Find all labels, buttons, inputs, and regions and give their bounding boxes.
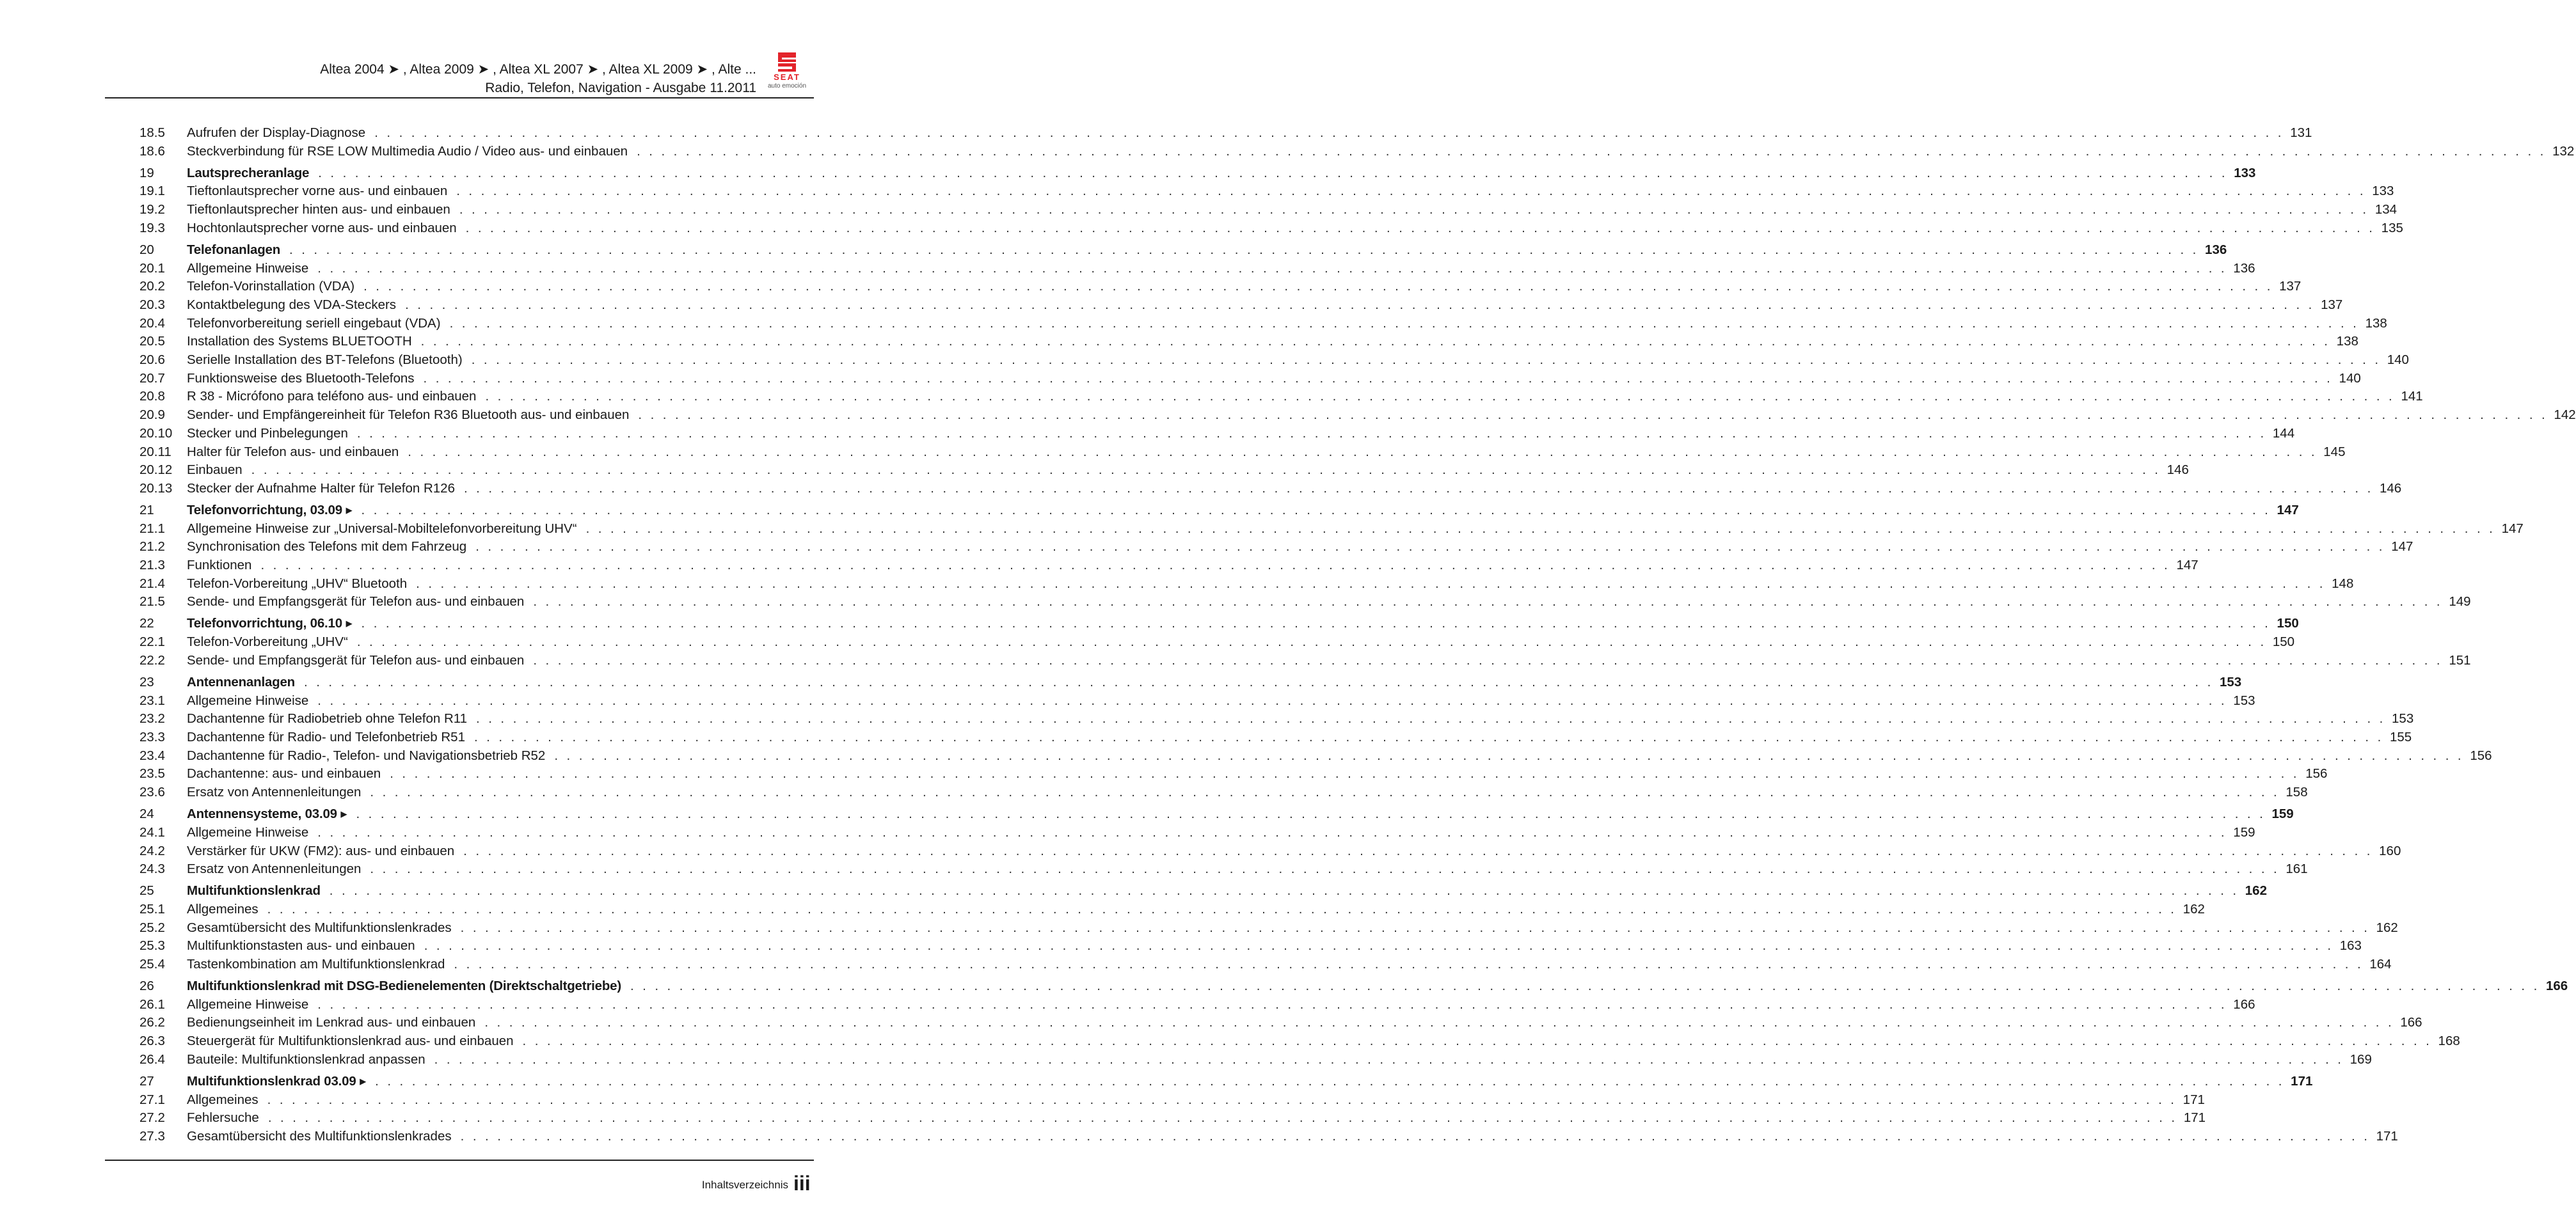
toc-entry-title[interactable]: Steckverbindung für RSE LOW Multimedia Audio / Video aus- und einbauen — [187, 143, 628, 159]
toc-entry-title[interactable]: Sende- und Empfangsgerät für Telefon aus- und einbauen — [187, 594, 525, 610]
toc-section-row[interactable] — [139, 370, 2361, 388]
toc-entry-page[interactable]: 138 — [2365, 315, 2387, 331]
toc-entry-page[interactable]: 135 — [2381, 220, 2403, 235]
toc-entry-number: 21.4 — [139, 576, 165, 591]
toc-entry-page[interactable]: 153 — [2220, 674, 2242, 689]
toc-entry-title[interactable]: Telefonvorrichtung, 06.10 ▸ — [187, 616, 353, 631]
toc-entry-number: 18.6 — [139, 143, 165, 159]
toc-entry-number: 25.4 — [139, 957, 165, 972]
toc-section-row[interactable] — [139, 783, 2308, 802]
toc-entry-page[interactable]: 162 — [2245, 883, 2267, 899]
toc-entry-title[interactable]: Allgemeines — [187, 901, 258, 917]
toc-dot-leader: . . . . . . . . . . . . . . . . . . . . . . . . . . . . . . . . . . . . . . . . . . . . . . . . . . . . . . . . . . . . . . . . . . . . . . . . . . . . . . . . . . . . . . . . . . . . . . . . . . . . . . . . . . . . . . . . . . . . . . . . . . . . . . . . . . . . . . . . . . . . . . . . . . . . . . . . . . . . — [475, 539, 2385, 555]
toc-dot-leader: . . . . . . . . . . . . . . . . . . . . . . . . . . . . . . . . . . . . . . . . . . . . . . . . . . . . . . . . . . . . . . . . . . . . . . . . . . . . . . . . . . . . . . . . . . . . . . . . . . . . . . . . . . . . . . . . . . . . . . . . . . . . . . . . . . . . . . . . . . . . . . . . . . . . . . . . . . . . — [460, 1128, 2370, 1144]
logo-brand: SEAT — [774, 72, 800, 82]
toc-entry-title[interactable]: Tieftonlautsprecher vorne aus- und einbauen — [187, 184, 448, 199]
toc-dot-leader: . . . . . . . . . . . . . . . . . . . . . . . . . . . . . . . . . . . . . . . . . . . . . . . . . . . . . . . . . . . . . . . . . . . . . . . . . . . . . . . . . . . . . . . . . . . . . . . . . . . . . . . . . . . . . . . . . . . . . . . . . . . . . . . . . . . . . . . . . . . . . . . . . . . . . . . . . . . . — [318, 165, 2228, 180]
toc-entry-number: 24.2 — [139, 843, 165, 858]
toc-entry-number: 19.3 — [139, 220, 165, 235]
toc-dot-leader: . . . . . . . . . . . . . . . . . . . . . . . . . . . . . . . . . . . . . . . . . . . . . . . . . . . . . . . . . . . . . . . . . . . . . . . . . . . . . . . . . . . . . . . . . . . . . . . . . . . . . . . . . . . . . . . . . . . . . . . . . . . . . . . . . . . . . . . . . . . . . . . . . . . . . . . . . . . . — [465, 220, 2375, 235]
toc-dot-leader: . . . . . . . . . . . . . . . . . . . . . . . . . . . . . . . . . . . . . . . . . . . . . . . . . . . . . . . . . . . . . . . . . . . . . . . . . . . . . . . . . . . . . . . . . . . . . . . . . . . . . . . . . . . . . . . . . . . . . . . . . . . . . . . . . . . . . . . . . . . . . . . . . . . . . . . . . . . . — [251, 462, 2161, 478]
toc-chapter-row[interactable] — [139, 805, 2294, 824]
toc-entry-title[interactable]: Kontaktbelegung des VDA-Steckers — [187, 297, 397, 312]
toc-entry-page[interactable]: 162 — [2376, 920, 2398, 935]
toc-entry-title[interactable]: Allgemeine Hinweise — [187, 693, 309, 708]
toc-entry-page[interactable]: 166 — [2233, 996, 2255, 1012]
toc-section-row[interactable] — [139, 406, 2576, 425]
toc-dot-leader: . . . . . . . . . . . . . . . . . . . . . . . . . . . . . . . . . . . . . . . . . . . . . . . . . . . . . . . . . . . . . . . . . . . . . . . . . . . . . . . . . . . . . . . . . . . . . . . . . . . . . . . . . . . . . . . . . . . . . . . . . . . . . . . . . . . . . . . . . . . . . . . . . . . . . . . . . . . . — [390, 766, 2300, 782]
toc-entry-number: 20.13 — [139, 480, 173, 496]
toc-chapter-row[interactable] — [139, 615, 2299, 633]
seat-logo — [761, 51, 813, 90]
toc-section-row[interactable] — [139, 351, 2409, 370]
toc-section-row[interactable] — [139, 143, 2575, 161]
toc-chapter-row[interactable] — [139, 164, 2256, 183]
toc-dot-leader: . . . . . . . . . . . . . . . . . . . . . . . . . . . . . . . . . . . . . . . . . . . . . . . . . . . . . . . . . . . . . . . . . . . . . . . . . . . . . . . . . . . . . . . . . . . . . . . . . . . . . . . . . . . . . . . . . . . . . . . . . . . . . . . . . . . . . . . . . . . . . . . . . . . . . . . . . . . . — [304, 674, 2214, 689]
toc-dot-leader: . . . . . . . . . . . . . . . . . . . . . . . . . . . . . . . . . . . . . . . . . . . . . . . . . . . . . . . . . . . . . . . . . . . . . . . . . . . . . . . . . . . . . . . . . . . . . . . . . . . . . . . . . . . . . . . . . . . . . . . . . . . . . . . . . . . . . . . . . . . . . . . . . . . . . . . . . . . . — [356, 807, 2266, 822]
toc-entry-page[interactable]: 168 — [2438, 1034, 2460, 1049]
toc-entry-number: 26.3 — [139, 1034, 165, 1049]
toc-entry-title[interactable]: Verstärker für UKW (FM2): aus- und einbauen — [187, 843, 455, 858]
toc-section-row[interactable] — [139, 388, 2423, 406]
toc-entry-number: 25.2 — [139, 920, 165, 935]
toc-section-row[interactable] — [139, 201, 2397, 219]
toc-entry-number: 25.1 — [139, 901, 165, 917]
toc-entry-number: 20.5 — [139, 334, 165, 349]
seat-logo-icon — [775, 51, 799, 73]
toc-entry-page[interactable]: 142 — [2554, 407, 2576, 423]
toc-entry-page[interactable]: 134 — [2374, 202, 2397, 217]
toc-entry-title[interactable]: Telefon-Vorbereitung „UHV“ Bluetooth — [187, 576, 408, 591]
toc-dot-leader: . . . . . . . . . . . . . . . . . . . . . . . . . . . . . . . . . . . . . . . . . . . . . . . . . . . . . . . . . . . . . . . . . . . . . . . . . . . . . . . . . . . . . . . . . . . . . . . . . . . . . . . . . . . . . . . . . . . . . . . . . . . . . . . . . . . . . . . . . . . . . . . . . . . . . . . . . . . . — [317, 693, 2227, 708]
toc-dot-leader: . . . . . . . . . . . . . . . . . . . . . . . . . . . . . . . . . . . . . . . . . . . . . . . . . . . . . . . . . . . . . . . . . . . . . . . . . . . . . . . . . . . . . . . . . . . . . . . . . . . . . . . . . . . . . . . . . . . . . . . . . . . . . . . . . . . . . . . . . . . . . . . . . . . . . . . . . . . . — [374, 125, 2284, 140]
toc-entry-title[interactable]: Gesamtübersicht des Multifunktionslenkrades — [187, 920, 452, 935]
toc-section-row[interactable] — [139, 937, 2362, 956]
toc-entry-page[interactable]: 161 — [2286, 862, 2308, 877]
toc-dot-leader: . . . . . . . . . . . . . . . . . . . . . . . . . . . . . . . . . . . . . . . . . . . . . . . . . . . . . . . . . . . . . . . . . . . . . . . . . . . . . . . . . . . . . . . . . . . . . . . . . . . . . . . . . . . . . . . . . . . . . . . . . . . . . . . . . . . . . . . . . . . . . . . . . . . . . . . . . . . . — [533, 594, 2443, 610]
toc-entry-title[interactable]: Sender- und Empfängereinheit für Telefon R36 Bluetooth aus- und einbauen — [187, 407, 630, 423]
toc-entry-title[interactable]: Dachantenne: aus- und einbauen — [187, 766, 381, 782]
toc-section-row[interactable] — [139, 593, 2471, 611]
toc-dot-leader: . . . . . . . . . . . . . . . . . . . . . . . . . . . . . . . . . . . . . . . . . . . . . . . . . . . . . . . . . . . . . . . . . . . . . . . . . . . . . . . . . . . . . . . . . . . . . . . . . . . . . . . . . . . . . . . . . . . . . . . . . . . . . . . . . . . . . . . . . . . . . . . . . . . . . . . . . . . . — [317, 996, 2227, 1012]
toc-chapter-row[interactable] — [139, 501, 2299, 520]
toc-section-row[interactable] — [139, 333, 2358, 351]
toc-entry-title[interactable]: Antennensysteme, 03.09 ▸ — [187, 807, 347, 822]
toc-entry-page[interactable]: 153 — [2233, 693, 2255, 708]
toc-entry-page[interactable]: 160 — [2379, 843, 2401, 858]
toc-entry-page[interactable]: 147 — [2176, 558, 2198, 573]
toc-entry-number: 24.1 — [139, 824, 165, 840]
toc-entry-page[interactable]: 145 — [2323, 444, 2346, 459]
toc-entry-number: 25 — [139, 883, 154, 899]
toc-section-row[interactable] — [139, 480, 2402, 498]
toc-section-row[interactable] — [139, 520, 2524, 539]
toc-dot-leader: . . . . . . . . . . . . . . . . . . . . . . . . . . . . . . . . . . . . . . . . . . . . . . . . . . . . . . . . . . . . . . . . . . . . . . . . . . . . . . . . . . . . . . . . . . . . . . . . . . . . . . . . . . . . . . . . . . . . . . . . . . . . . . . . . . . . . . . . . . . . . . . . . . . . . . . . . . . . — [449, 315, 2359, 331]
toc-section-row[interactable] — [139, 901, 2205, 919]
toc-section-row[interactable] — [139, 575, 2354, 594]
toc-dot-leader: . . . . . . . . . . . . . . . . . . . . . . . . . . . . . . . . . . . . . . . . . . . . . . . . . . . . . . . . . . . . . . . . . . . . . . . . . . . . . . . . . . . . . . . . . . . . . . . . . . . . . . . . . . . . . . . . . . . . . . . . . . . . . . . . . . . . . . . . . . . . . . . . . . . . . . . . . . . . — [405, 297, 2315, 312]
toc-entry-page[interactable]: 147 — [2501, 521, 2524, 536]
toc-section-row[interactable] — [139, 996, 2255, 1014]
toc-entry-number: 20.3 — [139, 297, 165, 312]
footer-divider — [105, 1160, 814, 1161]
toc-entry-page[interactable]: 136 — [2233, 260, 2255, 276]
toc-entry-number: 22 — [139, 616, 154, 631]
toc-entry-title[interactable]: Dachantenne für Radio-, Telefon- und Navigationsbetrieb R52 — [187, 748, 546, 763]
toc-section-row[interactable] — [139, 1128, 2398, 1146]
toc-entry-page[interactable]: 137 — [2279, 279, 2302, 294]
toc-entry-number: 20 — [139, 242, 154, 257]
toc-dot-leader: . . . . . . . . . . . . . . . . . . . . . . . . . . . . . . . . . . . . . . . . . . . . . . . . . . . . . . . . . . . . . . . . . . . . . . . . . . . . . . . . . . . . . . . . . . . . . . . . . . . . . . . . . . . . . . . . . . . . . . . . . . . . . . . . . . . . . . . . . . . . . . . . . . . . . . . . . . . . — [522, 1034, 2432, 1049]
toc-entry-title[interactable]: Telefon-Vorbereitung „UHV“ — [187, 634, 348, 650]
toc-entry-title[interactable]: Einbauen — [187, 462, 242, 478]
toc-entry-title[interactable]: Funktionen — [187, 558, 252, 573]
toc-section-row[interactable] — [139, 443, 2346, 462]
toc-entry-page[interactable]: 156 — [2470, 748, 2492, 763]
toc-section-row[interactable] — [139, 1109, 2206, 1128]
toc-entry-title[interactable]: Sende- und Empfangsgerät für Telefon aus- und einbauen — [187, 652, 525, 668]
toc-entry-page[interactable]: 159 — [2233, 824, 2255, 840]
toc-entry-page[interactable]: 164 — [2369, 957, 2392, 972]
toc-dot-leader: . . . . . . . . . . . . . . . . . . . . . . . . . . . . . . . . . . . . . . . . . . . . . . . . . . . . . . . . . . . . . . . . . . . . . . . . . . . . . . . . . . . . . . . . . . . . . . . . . . . . . . . . . . . . . . . . . . . . . . . . . . . . . . . . . . . . . . . . . . . . . . . . . . . . . . . . . . . . — [416, 576, 2326, 591]
toc-dot-leader: . . . . . . . . . . . . . . . . . . . . . . . . . . . . . . . . . . . . . . . . . . . . . . . . . . . . . . . . . . . . . . . . . . . . . . . . . . . . . . . . . . . . . . . . . . . . . . . . . . . . . . . . . . . . . . . . . . . . . . . . . . . . . . . . . . . . . . . . . . . . . . . . . . . . . . . . . . . . — [370, 862, 2280, 877]
toc-entry-title[interactable]: Bauteile: Multifunktionslenkrad anpassen — [187, 1051, 425, 1067]
toc-entry-page[interactable]: 158 — [2286, 785, 2308, 800]
toc-entry-number: 27.2 — [139, 1110, 165, 1126]
toc-dot-leader: . . . . . . . . . . . . . . . . . . . . . . . . . . . . . . . . . . . . . . . . . . . . . . . . . . . . . . . . . . . . . . . . . . . . . . . . . . . . . . . . . . . . . . . . . . . . . . . . . . . . . . . . . . . . . . . . . . . . . . . . . . . . . . . . . . . . . . . . . . . . . . . . . . . . . . . . . . . . — [434, 1051, 2344, 1067]
toc-dot-leader: . . . . . . . . . . . . . . . . . . . . . . . . . . . . . . . . . . . . . . . . . . . . . . . . . . . . . . . . . . . . . . . . . . . . . . . . . . . . . . . . . . . . . . . . . . . . . . . . . . . . . . . . . . . . . . . . . . . . . . . . . . . . . . . . . . . . . . . . . . . . . . . . . . . . . . . . . . . . — [460, 920, 2370, 935]
toc-section-row[interactable] — [139, 824, 2255, 842]
toc-entry-number: 23.1 — [139, 693, 165, 708]
toc-chapter-row[interactable] — [139, 882, 2267, 901]
toc-entry-title[interactable]: Dachantenne für Radio- und Telefonbetrieb R51 — [187, 729, 465, 744]
toc-entry-page[interactable]: 144 — [2272, 425, 2295, 441]
toc-entry-title[interactable]: Aufrufen der Display-Diagnose — [187, 125, 366, 140]
toc-dot-leader: . . . . . . . . . . . . . . . . . . . . . . . . . . . . . . . . . . . . . . . . . . . . . . . . . . . . . . . . . . . . . . . . . . . . . . . . . . . . . . . . . . . . . . . . . . . . . . . . . . . . . . . . . . . . . . . . . . . . . . . . . . . . . . . . . . . . . . . . . . . . . . . . . . . . . . . . . . . . — [638, 407, 2548, 423]
toc-entry-title[interactable]: Dachantenne für Radiobetrieb ohne Telefon R11 — [187, 711, 468, 727]
toc-dot-leader: . . . . . . . . . . . . . . . . . . . . . . . . . . . . . . . . . . . . . . . . . . . . . . . . . . . . . . . . . . . . . . . . . . . . . . . . . . . . . . . . . . . . . . . . . . . . . . . . . . . . . . . . . . . . . . . . . . . . . . . . . . . . . . . . . . . . . . . . . . . . . . . . . . . . . . . . . . . . — [356, 634, 2267, 650]
toc-entry-title[interactable]: Allgemeine Hinweise — [187, 824, 309, 840]
toc-entry-page[interactable]: 156 — [2305, 766, 2328, 782]
toc-section-row[interactable] — [139, 260, 2255, 278]
toc-entry-number: 20.2 — [139, 279, 165, 294]
toc-dot-leader: . . . . . . . . . . . . . . . . . . . . . . . . . . . . . . . . . . . . . . . . . . . . . . . . . . . . . . . . . . . . . . . . . . . . . . . . . . . . . . . . . . . . . . . . . . . . . . . . . . . . . . . . . . . . . . . . . . . . . . . . . . . . . . . . . . . . . . . . . . . . . . . . . . . . . . . . . . . . — [423, 370, 2333, 386]
toc-entry-page[interactable]: 140 — [2387, 352, 2409, 368]
toc-section-row[interactable] — [139, 556, 2198, 575]
toc-section-row[interactable] — [139, 728, 2412, 747]
toc-entry-page[interactable]: 131 — [2290, 125, 2312, 140]
toc-section-row[interactable] — [139, 296, 2343, 315]
toc-dot-leader: . . . . . . . . . . . . . . . . . . . . . . . . . . . . . . . . . . . . . . . . . . . . . . . . . . . . . . . . . . . . . . . . . . . . . . . . . . . . . . . . . . . . . . . . . . . . . . . . . . . . . . . . . . . . . . . . . . . . . . . . . . . . . . . . . . . . . . . . . . . . . . . . . . . . . . . . . . . . — [459, 202, 2369, 217]
toc-section-row[interactable] — [139, 692, 2255, 711]
toc-entry-page[interactable]: 148 — [2332, 576, 2354, 591]
toc-entry-page[interactable]: 171 — [2183, 1110, 2206, 1126]
toc-entry-number: 26.1 — [139, 996, 165, 1012]
toc-entry-page[interactable]: 133 — [2234, 165, 2256, 180]
logo-tagline: auto emoción — [767, 83, 807, 90]
toc-entry-title[interactable]: Installation des Systems BLUETOOTH — [187, 334, 412, 349]
toc-dot-leader: . . . . . . . . . . . . . . . . . . . . . . . . . . . . . . . . . . . . . . . . . . . . . . . . . . . . . . . . . . . . . . . . . . . . . . . . . . . . . . . . . . . . . . . . . . . . . . . . . . . . . . . . . . . . . . . . . . . . . . . . . . . . . . . . . . . . . . . . . . . . . . . . . . . . . . . . . . . . — [463, 480, 2374, 496]
toc-dot-leader: . . . . . . . . . . . . . . . . . . . . . . . . . . . . . . . . . . . . . . . . . . . . . . . . . . . . . . . . . . . . . . . . . . . . . . . . . . . . . . . . . . . . . . . . . . . . . . . . . . . . . . . . . . . . . . . . . . . . . . . . . . . . . . . . . . . . . . . . . . . . . . . . . . . . . . . . . . . . — [329, 883, 2239, 899]
toc-entry-title[interactable]: Synchronisation des Telefons mit dem Fahrzeug — [187, 539, 467, 555]
toc-entry-title[interactable]: Stecker der Aufnahme Halter für Telefon R126 — [187, 480, 455, 496]
toc-entry-number: 25.3 — [139, 938, 165, 954]
toc-entry-number: 21 — [139, 502, 154, 517]
toc-entry-number: 19.2 — [139, 202, 165, 217]
toc-dot-leader: . . . . . . . . . . . . . . . . . . . . . . . . . . . . . . . . . . . . . . . . . . . . . . . . . . . . . . . . . . . . . . . . . . . . . . . . . . . . . . . . . . . . . . . . . . . . . . . . . . . . . . . . . . . . . . . . . . . . . . . . . . . . . . . . . . . . . . . . . . . . . . . . . . . . . . . . . . . . — [267, 1110, 2178, 1126]
toc-entry-page[interactable]: 146 — [2379, 480, 2402, 496]
toc-dot-leader: . . . . . . . . . . . . . . . . . . . . . . . . . . . . . . . . . . . . . . . . . . . . . . . . . . . . . . . . . . . . . . . . . . . . . . . . . . . . . . . . . . . . . . . . . . . . . . . . . . . . . . . . . . . . . . . . . . . . . . . . . . . . . . . . . . . . . . . . . . . . . . . . . . . . . . . . . . . . — [456, 184, 2366, 199]
toc-entry-number: 20.12 — [139, 462, 173, 478]
toc-entry-title[interactable]: Allgemeines — [187, 1092, 258, 1107]
toc-entry-page[interactable]: 171 — [2291, 1073, 2313, 1089]
toc-entry-page[interactable]: 166 — [2400, 1015, 2422, 1030]
toc-entry-page[interactable]: 147 — [2391, 539, 2413, 555]
toc-entry-title[interactable]: Tieftonlautsprecher hinten aus- und einbauen — [187, 202, 450, 217]
toc-entry-title[interactable]: Halter für Telefon aus- und einbauen — [187, 444, 399, 459]
header-models: Altea 2004 ➤ , Altea 2009 ➤ , Altea XL 2007 ➤ , Altea XL 2009 ➤ , Alte ... — [320, 62, 756, 77]
toc-dot-leader: . . . . . . . . . . . . . . . . . . . . . . . . . . . . . . . . . . . . . . . . . . . . . . . . . . . . . . . . . . . . . . . . . . . . . . . . . . . . . . . . . . . . . . . . . . . . . . . . . . . . . . . . . . . . . . . . . . . . . . . . . . . . . . . . . . . . . . . . . . . . . . . . . . . . . . . . . . . . — [471, 352, 2381, 368]
toc-dot-leader: . . . . . . . . . . . . . . . . . . . . . . . . . . . . . . . . . . . . . . . . . . . . . . . . . . . . . . . . . . . . . . . . . . . . . . . . . . . . . . . . . . . . . . . . . . . . . . . . . . . . . . . . . . . . . . . . . . . . . . . . . . . . . . . . . . . . . . . . . . . . . . . . . . . . . . . . . . . . — [484, 1015, 2394, 1030]
toc-dot-leader: . . . . . . . . . . . . . . . . . . . . . . . . . . . . . . . . . . . . . . . . . . . . . . . . . . . . . . . . . . . . . . . . . . . . . . . . . . . . . . . . . . . . . . . . . . . . . . . . . . . . . . . . . . . . . . . . . . . . . . . . . . . . . . . . . . . . . . . . . . . . . . . . . . . . . . . . . . . . — [356, 425, 2267, 441]
toc-dot-leader: . . . . . . . . . . . . . . . . . . . . . . . . . . . . . . . . . . . . . . . . . . . . . . . . . . . . . . . . . . . . . . . . . . . . . . . . . . . . . . . . . . . . . . . . . . . . . . . . . . . . . . . . . . . . . . . . . . . . . . . . . . . . . . . . . . . . . . . . . . . . . . . . . . . . . . . . . . . . — [533, 652, 2443, 668]
toc-entry-title[interactable]: Telefonvorbereitung seriell eingebaut (VDA) — [187, 315, 441, 331]
toc-entry-number: 20.1 — [139, 260, 165, 276]
toc-chapter-row[interactable] — [139, 1073, 2313, 1091]
toc-entry-title[interactable]: Gesamtübersicht des Multifunktionslenkrades — [187, 1128, 452, 1144]
toc-chapter-row[interactable] — [139, 977, 2568, 996]
toc-dot-leader: . . . . . . . . . . . . . . . . . . . . . . . . . . . . . . . . . . . . . . . . . . . . . . . . . . . . . . . . . . . . . . . . . . . . . . . . . . . . . . . . . . . . . . . . . . . . . . . . . . . . . . . . . . . . . . . . . . . . . . . . . . . . . . . . . . . . . . . . . . . . . . . . . . . . . . . . . . . . — [463, 843, 2373, 858]
toc-section-row[interactable] — [139, 182, 2394, 201]
toc-section-row[interactable] — [139, 278, 2302, 296]
toc-chapter-row[interactable] — [139, 241, 2227, 260]
toc-dot-leader: . . . . . . . . . . . . . . . . . . . . . . . . . . . . . . . . . . . . . . . . . . . . . . . . . . . . . . . . . . . . . . . . . . . . . . . . . . . . . . . . . . . . . . . . . . . . . . . . . . . . . . . . . . . . . . . . . . . . . . . . . . . . . . . . . . . . . . . . . . . . . . . . . . . . . . . . . . . . — [424, 938, 2334, 954]
toc-entry-page[interactable]: 132 — [2552, 143, 2575, 159]
toc-dot-leader: . . . . . . . . . . . . . . . . . . . . . . . . . . . . . . . . . . . . . . . . . . . . . . . . . . . . . . . . . . . . . . . . . . . . . . . . . . . . . . . . . . . . . . . . . . . . . . . . . . . . . . . . . . . . . . . . . . . . . . . . . . . . . . . . . . . . . . . . . . . . . . . . . . . . . . . . . . . . — [375, 1073, 2285, 1089]
toc-entry-number: 23.6 — [139, 785, 165, 800]
toc-entry-number: 26.4 — [139, 1051, 165, 1067]
toc-entry-title[interactable]: Steuergerät für Multifunktionslenkrad aus- und einbauen — [187, 1034, 514, 1049]
toc-entry-page[interactable]: 136 — [2205, 242, 2227, 257]
document-header — [102, 60, 756, 97]
toc-section-row[interactable] — [139, 219, 2403, 238]
toc-dot-leader: . . . . . . . . . . . . . . . . . . . . . . . . . . . . . . . . . . . . . . . . . . . . . . . . . . . . . . . . . . . . . . . . . . . . . . . . . . . . . . . . . . . . . . . . . . . . . . . . . . . . . . . . . . . . . . . . . . . . . . . . . . . . . . . . . . . . . . . . . . . . . . . . . . . . . . . . . . . . — [267, 901, 2177, 917]
toc-entry-page[interactable]: 140 — [2339, 370, 2361, 386]
toc-dot-leader: . . . . . . . . . . . . . . . . . . . . . . . . . . . . . . . . . . . . . . . . . . . . . . . . . . . . . . . . . . . . . . . . . . . . . . . . . . . . . . . . . . . . . . . . . . . . . . . . . . . . . . . . . . . . . . . . . . . . . . . . . . . . . . . . . . . . . . . . . . . . . . . . . . . . . . . . . . . . — [289, 242, 2199, 257]
toc-section-row[interactable] — [139, 919, 2398, 938]
toc-dot-leader: . . . . . . . . . . . . . . . . . . . . . . . . . . . . . . . . . . . . . . . . . . . . . . . . . . . . . . . . . . . . . . . . . . . . . . . . . . . . . . . . . . . . . . . . . . . . . . . . . . . . . . . . . . . . . . . . . . . . . . . . . . . . . . . . . . . . . . . . . . . . . . . . . . . . . . . . . . . . — [317, 260, 2227, 276]
toc-section-row[interactable] — [139, 425, 2295, 443]
toc-entry-page[interactable]: 150 — [2272, 634, 2295, 650]
toc-entry-number: 18.5 — [139, 125, 165, 140]
toc-entry-number: 23.4 — [139, 748, 165, 763]
toc-entry-page[interactable]: 141 — [2401, 389, 2423, 404]
toc-entry-title[interactable]: Allgemeine Hinweise — [187, 996, 309, 1012]
toc-dot-leader: . . . . . . . . . . . . . . . . . . . . . . . . . . . . . . . . . . . . . . . . . . . . . . . . . . . . . . . . . . . . . . . . . . . . . . . . . . . . . . . . . . . . . . . . . . . . . . . . . . . . . . . . . . . . . . . . . . . . . . . . . . . . . . . . . . . . . . . . . . . . . . . . . . . . . . . . . . . . — [554, 748, 2464, 763]
toc-dot-leader: . . . . . . . . . . . . . . . . . . . . . . . . . . . . . . . . . . . . . . . . . . . . . . . . . . . . . . . . . . . . . . . . . . . . . . . . . . . . . . . . . . . . . . . . . . . . . . . . . . . . . . . . . . . . . . . . . . . . . . . . . . . . . . . . . . . . . . . . . . . . . . . . . . . . . . . . . . . . — [637, 143, 2547, 159]
toc-dot-leader: . . . . . . . . . . . . . . . . . . . . . . . . . . . . . . . . . . . . . . . . . . . . . . . . . . . . . . . . . . . . . . . . . . . . . . . . . . . . . . . . . . . . . . . . . . . . . . . . . . . . . . . . . . . . . . . . . . . . . . . . . . . . . . . . . . . . . . . . . . . . . . . . . . . . . . . . . . . . — [260, 558, 2170, 573]
toc-section-row[interactable] — [139, 710, 2414, 728]
toc-dot-leader: . . . . . . . . . . . . . . . . . . . . . . . . . . . . . . . . . . . . . . . . . . . . . . . . . . . . . . . . . . . . . . . . . . . . . . . . . . . . . . . . . . . . . . . . . . . . . . . . . . . . . . . . . . . . . . . . . . . . . . . . . . . . . . . . . . . . . . . . . . . . . . . . . . . . . . . . . . . . — [630, 979, 2540, 994]
footer-page-number: iii — [793, 1172, 811, 1195]
toc-entry-page[interactable]: 146 — [2167, 462, 2189, 478]
toc-entry-page[interactable]: 155 — [2389, 729, 2412, 744]
toc-entry-title[interactable]: Multifunktionslenkrad mit DSG-Bedienelementen (Direktschaltgetriebe) — [187, 979, 621, 994]
toc-entry-number: 20.9 — [139, 407, 165, 423]
toc-entry-page[interactable]: 166 — [2545, 979, 2568, 994]
toc-entry-page[interactable]: 153 — [2392, 711, 2414, 727]
toc-dot-leader: . . . . . . . . . . . . . . . . . . . . . . . . . . . . . . . . . . . . . . . . . . . . . . . . . . . . . . . . . . . . . . . . . . . . . . . . . . . . . . . . . . . . . . . . . . . . . . . . . . . . . . . . . . . . . . . . . . . . . . . . . . . . . . . . . . . . . . . . . . . . . . . . . . . . . . . . . . . . — [317, 824, 2227, 840]
toc-entry-page[interactable]: 133 — [2372, 184, 2394, 199]
toc-entry-page[interactable]: 151 — [2449, 652, 2471, 668]
toc-section-row[interactable] — [139, 1051, 2372, 1069]
toc-entry-page[interactable]: 147 — [2277, 502, 2299, 517]
toc-entry-title[interactable]: Hochtonlautsprecher vorne aus- und einbauen — [187, 220, 457, 235]
toc-entry-number: 27.1 — [139, 1092, 165, 1107]
toc-entry-title[interactable]: Serielle Installation des BT-Telefons (Bluetooth) — [187, 352, 463, 368]
toc-section-row[interactable] — [139, 124, 2312, 143]
toc-dot-leader: . . . . . . . . . . . . . . . . . . . . . . . . . . . . . . . . . . . . . . . . . . . . . . . . . . . . . . . . . . . . . . . . . . . . . . . . . . . . . . . . . . . . . . . . . . . . . . . . . . . . . . . . . . . . . . . . . . . . . . . . . . . . . . . . . . . . . . . . . . . . . . . . . . . . . . . . . . . . — [361, 502, 2271, 517]
toc-section-row[interactable] — [139, 1032, 2460, 1051]
toc-dot-leader: . . . . . . . . . . . . . . . . . . . . . . . . . . . . . . . . . . . . . . . . . . . . . . . . . . . . . . . . . . . . . . . . . . . . . . . . . . . . . . . . . . . . . . . . . . . . . . . . . . . . . . . . . . . . . . . . . . . . . . . . . . . . . . . . . . . . . . . . . . . . . . . . . . . . . . . . . . . . — [420, 334, 2330, 349]
toc-section-row[interactable] — [139, 633, 2295, 652]
toc-entry-number: 21.1 — [139, 521, 165, 536]
toc-entry-number: 21.2 — [139, 539, 165, 555]
toc-entry-title[interactable]: Antennenanlagen — [187, 674, 295, 689]
footer-section-label: Inhaltsverzeichnis — [701, 1179, 788, 1191]
toc-chapter-row[interactable] — [139, 673, 2242, 692]
toc-entry-title[interactable]: Lautsprecheranlage — [187, 165, 310, 180]
toc-entry-page[interactable]: 150 — [2277, 616, 2299, 631]
toc-entry-title[interactable]: Tastenkombination am Multifunktionslenkrad — [187, 957, 445, 972]
toc-section-row[interactable] — [139, 652, 2471, 670]
toc-entry-title[interactable]: Funktionsweise des Bluetooth-Telefons — [187, 370, 415, 386]
toc-entry-title[interactable]: Telefonanlagen — [187, 242, 281, 257]
toc-entry-number: 20.10 — [139, 425, 173, 441]
toc-dot-leader: . . . . . . . . . . . . . . . . . . . . . . . . . . . . . . . . . . . . . . . . . . . . . . . . . . . . . . . . . . . . . . . . . . . . . . . . . . . . . . . . . . . . . . . . . . . . . . . . . . . . . . . . . . . . . . . . . . . . . . . . . . . . . . . . . . . . . . . . . . . . . . . . . . . . . . . . . . . . — [454, 957, 2364, 972]
toc-entry-title[interactable]: Ersatz von Antennenleitungen — [187, 785, 362, 800]
toc-entry-page[interactable]: 171 — [2182, 1092, 2205, 1107]
toc-section-row[interactable] — [139, 842, 2401, 861]
toc-entry-title[interactable]: Stecker und Pinbelegungen — [187, 425, 348, 441]
toc-entry-page[interactable]: 163 — [2339, 938, 2362, 954]
header-divider — [105, 97, 814, 98]
toc-entry-title[interactable]: Multifunktionslenkrad 03.09 ▸ — [187, 1073, 367, 1089]
toc-entry-number: 24.3 — [139, 862, 165, 877]
toc-entry-number: 20.4 — [139, 315, 165, 331]
toc-entry-page[interactable]: 171 — [2376, 1128, 2398, 1144]
toc-section-row[interactable] — [139, 860, 2308, 879]
toc-entry-title[interactable]: Multifunktionstasten aus- und einbauen — [187, 938, 415, 954]
toc-entry-title[interactable]: Telefon-Vorinstallation (VDA) — [187, 279, 355, 294]
toc-entry-page[interactable]: 162 — [2182, 901, 2205, 917]
toc-entry-number: 21.5 — [139, 594, 165, 610]
toc-section-row[interactable] — [139, 765, 2328, 783]
toc-entry-number: 26.2 — [139, 1015, 165, 1030]
toc-dot-leader: . . . . . . . . . . . . . . . . . . . . . . . . . . . . . . . . . . . . . . . . . . . . . . . . . . . . . . . . . . . . . . . . . . . . . . . . . . . . . . . . . . . . . . . . . . . . . . . . . . . . . . . . . . . . . . . . . . . . . . . . . . . . . . . . . . . . . . . . . . . . . . . . . . . . . . . . . . . . — [408, 444, 2318, 459]
toc-entry-number: 27.3 — [139, 1128, 165, 1144]
toc-entry-number: 22.2 — [139, 652, 165, 668]
toc-dot-leader: . . . . . . . . . . . . . . . . . . . . . . . . . . . . . . . . . . . . . . . . . . . . . . . . . . . . . . . . . . . . . . . . . . . . . . . . . . . . . . . . . . . . . . . . . . . . . . . . . . . . . . . . . . . . . . . . . . . . . . . . . . . . . . . . . . . . . . . . . . . . . . . . . . . . . . . . . . . . — [361, 616, 2271, 631]
toc-entry-number: 20.7 — [139, 370, 165, 386]
toc-entry-page[interactable]: 149 — [2449, 594, 2471, 610]
toc-entry-title[interactable]: Ersatz von Antennenleitungen — [187, 862, 362, 877]
toc-dot-leader: . . . . . . . . . . . . . . . . . . . . . . . . . . . . . . . . . . . . . . . . . . . . . . . . . . . . . . . . . . . . . . . . . . . . . . . . . . . . . . . . . . . . . . . . . . . . . . . . . . . . . . . . . . . . . . . . . . . . . . . . . . . . . . . . . . . . . . . . . . . . . . . . . . . . . . . . . . . . — [476, 711, 2386, 727]
toc-entry-title[interactable]: Fehlersuche — [187, 1110, 259, 1126]
toc-dot-leader: . . . . . . . . . . . . . . . . . . . . . . . . . . . . . . . . . . . . . . . . . . . . . . . . . . . . . . . . . . . . . . . . . . . . . . . . . . . . . . . . . . . . . . . . . . . . . . . . . . . . . . . . . . . . . . . . . . . . . . . . . . . . . . . . . . . . . . . . . . . . . . . . . . . . . . . . . . . . — [585, 521, 2495, 536]
toc-entry-number: 23.5 — [139, 766, 165, 782]
toc-entry-page[interactable]: 159 — [2271, 807, 2294, 822]
toc-entry-title[interactable]: Allgemeine Hinweise — [187, 260, 309, 276]
toc-entry-number: 22.1 — [139, 634, 165, 650]
header-subtitle: Radio, Telefon, Navigation - Ausgabe 11.2011 — [485, 81, 756, 95]
toc-entry-number: 19 — [139, 165, 154, 180]
toc-entry-number: 23.2 — [139, 711, 165, 727]
toc-dot-leader: . . . . . . . . . . . . . . . . . . . . . . . . . . . . . . . . . . . . . . . . . . . . . . . . . . . . . . . . . . . . . . . . . . . . . . . . . . . . . . . . . . . . . . . . . . . . . . . . . . . . . . . . . . . . . . . . . . . . . . . . . . . . . . . . . . . . . . . . . . . . . . . . . . . . . . . . . . . . — [473, 729, 2384, 744]
toc-entry-page[interactable]: 138 — [2336, 334, 2358, 349]
toc-section-row[interactable] — [139, 315, 2387, 333]
toc-section-row[interactable] — [139, 538, 2413, 556]
toc-dot-leader: . . . . . . . . . . . . . . . . . . . . . . . . . . . . . . . . . . . . . . . . . . . . . . . . . . . . . . . . . . . . . . . . . . . . . . . . . . . . . . . . . . . . . . . . . . . . . . . . . . . . . . . . . . . . . . . . . . . . . . . . . . . . . . . . . . . . . . . . . . . . . . . . . . . . . . . . . . . . — [363, 279, 2273, 294]
toc-entry-page[interactable]: 169 — [2349, 1051, 2372, 1067]
toc-entry-number: 20.6 — [139, 352, 165, 368]
table-of-contents — [139, 124, 2576, 1146]
toc-entry-number: 26 — [139, 979, 154, 994]
toc-dot-leader: . . . . . . . . . . . . . . . . . . . . . . . . . . . . . . . . . . . . . . . . . . . . . . . . . . . . . . . . . . . . . . . . . . . . . . . . . . . . . . . . . . . . . . . . . . . . . . . . . . . . . . . . . . . . . . . . . . . . . . . . . . . . . . . . . . . . . . . . . . . . . . . . . . . . . . . . . . . . — [370, 785, 2280, 800]
toc-section-row[interactable] — [139, 461, 2189, 480]
toc-section-row[interactable] — [139, 1091, 2205, 1110]
toc-entry-number: 24 — [139, 807, 154, 822]
toc-entry-number: 23 — [139, 674, 154, 689]
toc-section-row[interactable] — [139, 1014, 2422, 1032]
toc-dot-leader: . . . . . . . . . . . . . . . . . . . . . . . . . . . . . . . . . . . . . . . . . . . . . . . . . . . . . . . . . . . . . . . . . . . . . . . . . . . . . . . . . . . . . . . . . . . . . . . . . . . . . . . . . . . . . . . . . . . . . . . . . . . . . . . . . . . . . . . . . . . . . . . . . . . . . . . . . . . . — [485, 389, 2395, 404]
toc-section-row[interactable] — [139, 956, 2392, 974]
toc-entry-page[interactable]: 137 — [2321, 297, 2343, 312]
toc-entry-number: 20.11 — [139, 444, 171, 459]
toc-entry-title[interactable]: Allgemeine Hinweise zur „Universal-Mobiltelefonvorbereitung UHV“ — [187, 521, 577, 536]
toc-section-row[interactable] — [139, 747, 2492, 766]
toc-entry-number: 19.1 — [139, 184, 165, 199]
toc-entry-number: 21.3 — [139, 558, 165, 573]
toc-entry-number: 23.3 — [139, 729, 165, 744]
toc-entry-number: 27 — [139, 1073, 154, 1089]
toc-dot-leader: . . . . . . . . . . . . . . . . . . . . . . . . . . . . . . . . . . . . . . . . . . . . . . . . . . . . . . . . . . . . . . . . . . . . . . . . . . . . . . . . . . . . . . . . . . . . . . . . . . . . . . . . . . . . . . . . . . . . . . . . . . . . . . . . . . . . . . . . . . . . . . . . . . . . . . . . . . . . — [267, 1092, 2177, 1107]
toc-entry-title[interactable]: Bedienungseinheit im Lenkrad aus- und einbauen — [187, 1015, 476, 1030]
toc-entry-title[interactable]: Multifunktionslenkrad — [187, 883, 321, 899]
toc-entry-number: 20.8 — [139, 389, 165, 404]
toc-entry-title[interactable]: R 38 - Micrófono para teléfono aus- und einbauen — [187, 389, 477, 404]
toc-entry-title[interactable]: Telefonvorrichtung, 03.09 ▸ — [187, 502, 353, 517]
